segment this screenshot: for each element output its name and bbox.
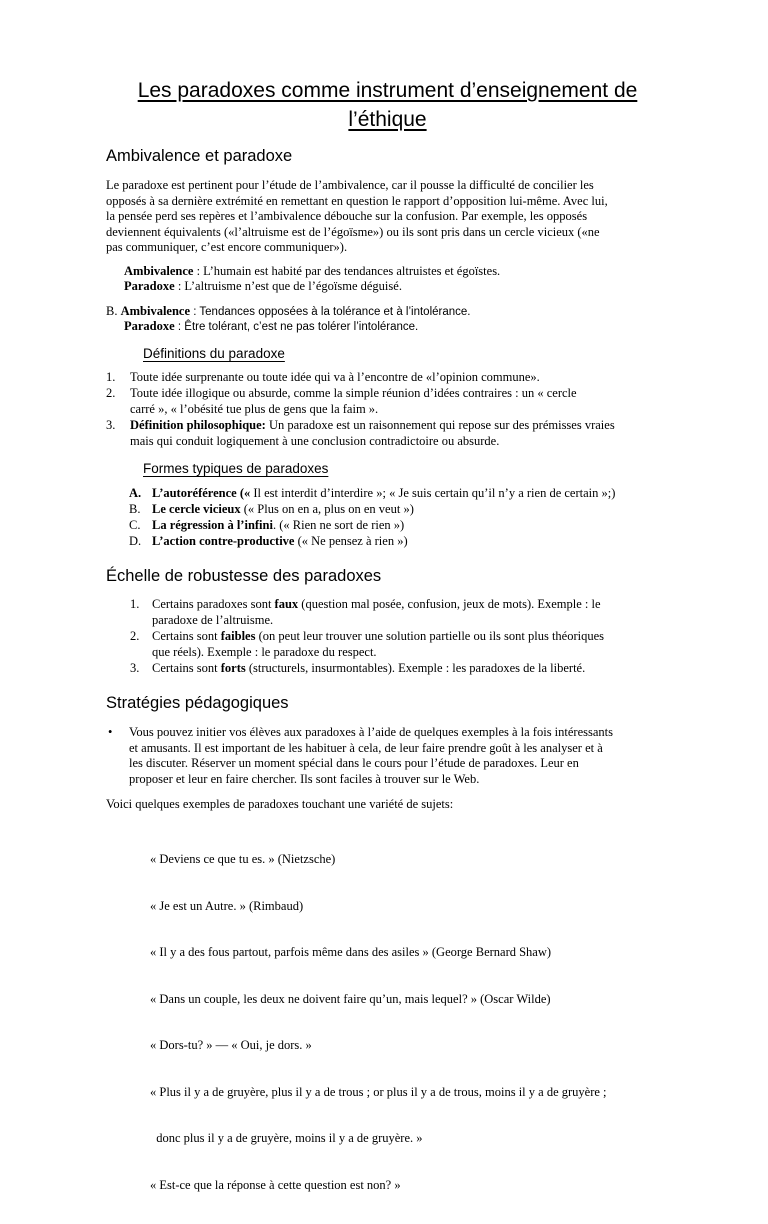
list-letter: D. bbox=[129, 534, 142, 548]
example-a-paradoxe bbox=[124, 279, 402, 295]
ambivalence-text: : L’humain est habité par des tendances altruistes et égoïstes. bbox=[193, 264, 501, 278]
definition-item: Toute idée surprenante ou toute idée qui va à l’encontre de «l’opinion commune». bbox=[130, 370, 540, 384]
intro-line: opposés à sa dernière extrémité en remettant en question le rapport d’opposition lui-même. Avec lui, bbox=[106, 193, 608, 208]
list-letter: B. bbox=[129, 502, 141, 516]
list-number: 1. bbox=[130, 597, 140, 611]
example-a-ambivalence bbox=[124, 264, 500, 280]
quote-item: « Deviens ce que tu es. » (Nietzsche) bbox=[150, 852, 336, 866]
list-number: 3. bbox=[106, 418, 116, 432]
echelle-item-cont: que réels). Exemple : le paradoxe du respect. bbox=[152, 645, 377, 659]
example-b-prefix: B. bbox=[106, 304, 121, 318]
ambivalence-text: : Tendances opposées à la tolérance et à l’intolérance. bbox=[190, 306, 471, 318]
formes-heading: Formes typiques de paradoxes bbox=[143, 461, 329, 476]
definition-item-cont: mais qui conduit logiquement à une conclusion contradictoire ou absurde. bbox=[130, 434, 500, 448]
definition-label: Définition philosophique: bbox=[130, 418, 266, 432]
quote-item: « Plus il y a de gruyère, plus il y a de trous ; or plus il y a de trous, moins il y a de gruyère ; bbox=[150, 1084, 607, 1099]
definition-item: Toute idée illogique ou absurde, comme la simple réunion d’idées contraires : un « cercle bbox=[130, 386, 577, 400]
list-number: 2. bbox=[106, 386, 116, 400]
paradoxe-label: Paradoxe bbox=[124, 319, 175, 333]
example-b-paradoxe bbox=[124, 319, 418, 336]
forme-item: Le cercle vicieux (« Plus on en a, plus on en veut ») bbox=[152, 502, 414, 516]
definitions-heading: Définitions du paradoxe bbox=[143, 346, 285, 361]
quote-item: « Dors-tu? » — « Oui, je dors. » bbox=[150, 1038, 312, 1052]
forme-item: L’autoréférence (« Il est interdit d’interdire »; « Je suis certain qu’il n’y a rien de certain »;) bbox=[152, 486, 616, 500]
quote-item: « Est-ce que la réponse à cette question est non? » bbox=[150, 1177, 401, 1192]
ambivalence-label: Ambivalence bbox=[124, 264, 194, 278]
bullet-paragraph: Vous pouvez initier vos élèves aux paradoxes à l’aide de quelques exemples à la fois intéressants et amusants. Il est important de les habituer à cela, de leur faire prendre goût à les analyser et à les discuter. Réserver un moment spécial dans le cours pour l’étude de paradoxes. Leur en proposer et leur en faire chercher. Ils sont faciles à trouver sur le Web. bbox=[129, 725, 613, 786]
section-heading-echelle: Échelle de robustesse des paradoxes bbox=[106, 567, 382, 585]
intro-line: la pensée perd ses repères et l’ambivalence débouche sur la confusion. Par exemple, les opposés bbox=[106, 209, 588, 223]
bullet-icon: • bbox=[108, 725, 113, 739]
echelle-item-cont: paradoxe de l’altruisme. bbox=[152, 613, 274, 627]
list-number: 2. bbox=[130, 629, 140, 643]
echelle-item: Certains paradoxes sont faux (question mal posée, confusion, jeux de mots). Exemple : le bbox=[152, 597, 601, 611]
forme-item: L’action contre-productive (« Ne pensez à rien ») bbox=[152, 534, 408, 548]
list-letter: A. bbox=[129, 486, 142, 500]
paradoxe-text: : Être tolérant, c’est ne pas tolérer l’intolérance. bbox=[174, 321, 419, 333]
echelle-item: Certains sont forts (structurels, insurmontables). Exemple : les paradoxes de la liberté. bbox=[152, 661, 586, 675]
quotes-list bbox=[150, 821, 607, 1224]
document-title bbox=[100, 76, 675, 134]
forme-item: La régression à l’infini. (« Rien ne sort de rien ») bbox=[152, 518, 405, 532]
definition-item-cont: carré », « l’obésité tue plus de gens que la faim ». bbox=[130, 402, 379, 416]
paradoxe-text: : L’altruisme n’est que de l’égoïsme déguisé. bbox=[174, 279, 402, 293]
intro-line: pas communiquer, c’est encore communiquer»). bbox=[106, 240, 348, 254]
ambivalence-label: Ambivalence bbox=[120, 304, 191, 318]
list-letter: C. bbox=[129, 518, 141, 532]
title-line-1: Les paradoxes comme instrument d’enseignement de bbox=[137, 79, 638, 102]
section-heading-ambivalence: Ambivalence et paradoxe bbox=[106, 147, 293, 165]
quote-item-cont: donc plus il y a de gruyère, moins il y a de gruyère. » bbox=[150, 1131, 423, 1145]
paradoxe-label: Paradoxe bbox=[124, 279, 175, 293]
list-number: 1. bbox=[106, 370, 116, 384]
list-number: 3. bbox=[130, 661, 140, 675]
examples-intro: Voici quelques exemples de paradoxes touchant une variété de sujets: bbox=[106, 797, 454, 811]
echelle-item: Certains sont faibles (on peut leur trouver une solution partielle ou ils sont plus théoriques bbox=[152, 629, 605, 643]
quote-item: « Je est un Autre. » (Rimbaud) bbox=[150, 898, 304, 913]
section-heading-strategies: Stratégies pédagogiques bbox=[106, 694, 289, 712]
definition-item: Définition philosophique: Un paradoxe est un raisonnement qui repose sur des prémisses vraies bbox=[130, 418, 615, 432]
intro-paragraph bbox=[106, 178, 666, 256]
title-line-2: l’éthique bbox=[348, 108, 427, 131]
intro-line: deviennent équivalents («l’altruisme est de l’égoïsme») ou ils sont pris dans un cercle vicieux («ne bbox=[106, 224, 600, 239]
quote-item: « Il y a des fous partout, parfois même dans des asiles » (George Bernard Shaw) bbox=[150, 945, 552, 959]
quote-item: « Dans un couple, les deux ne doivent faire qu’un, mais lequel? » (Oscar Wilde) bbox=[150, 991, 551, 1006]
intro-line: Le paradoxe est pertinent pour l’étude de l’ambivalence, car il pousse la difficulté de concilier les bbox=[106, 178, 594, 192]
